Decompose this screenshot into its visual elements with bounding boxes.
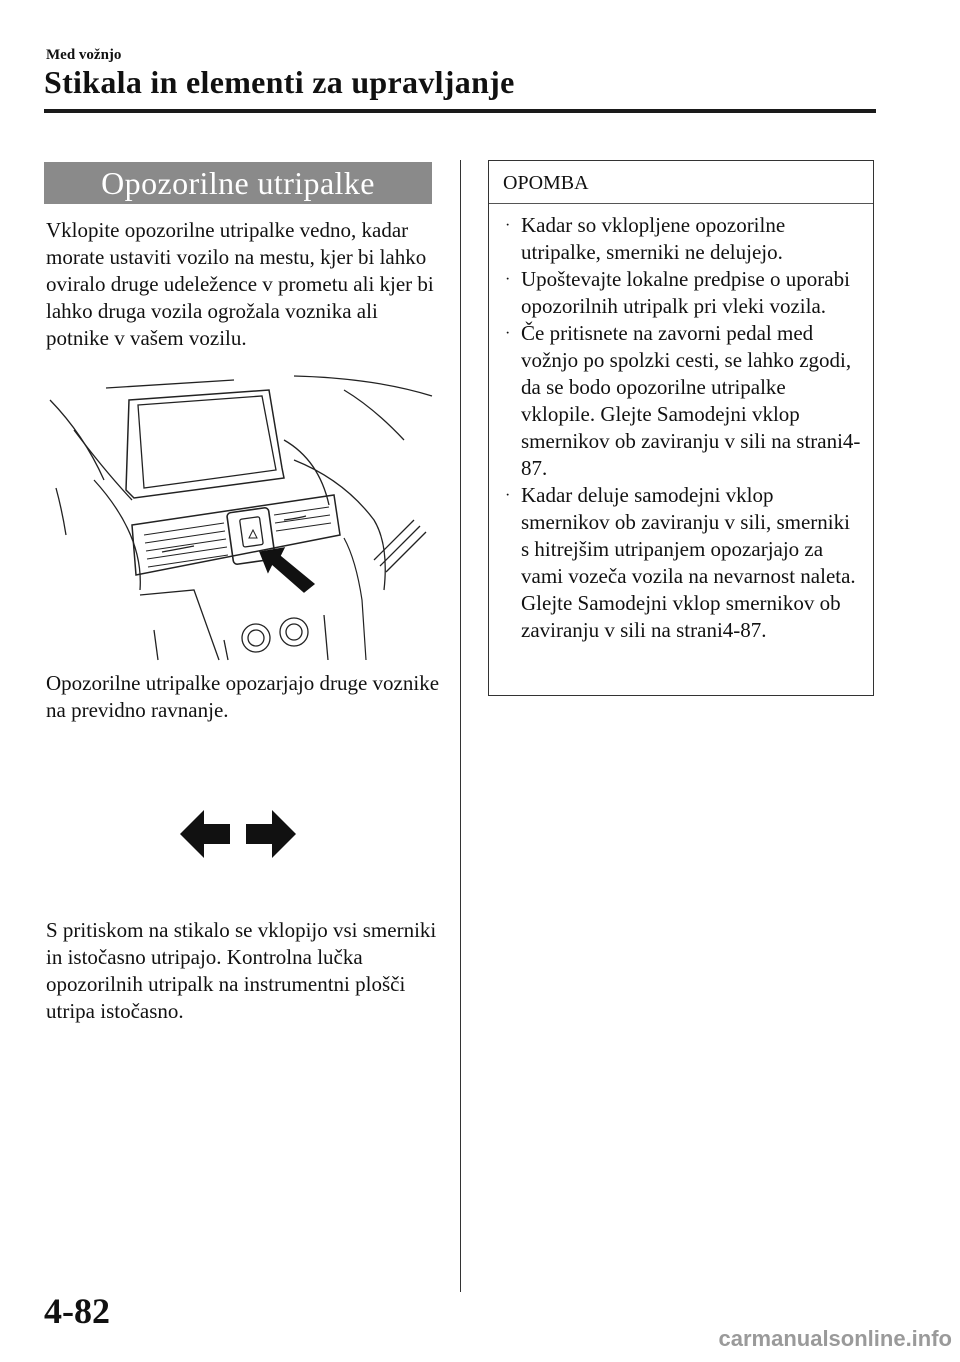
note-item bbox=[503, 482, 863, 644]
bullet-icon: · bbox=[505, 271, 511, 288]
note-item bbox=[503, 212, 863, 266]
page-number: 4-82 bbox=[44, 1291, 110, 1331]
note-heading: OPOMBA bbox=[489, 161, 873, 204]
bullet-icon: · bbox=[505, 487, 511, 504]
section-kicker: Med vožnjo bbox=[46, 47, 122, 63]
dashboard-hazard-switch-illustration bbox=[44, 360, 434, 665]
header-rule bbox=[44, 109, 876, 113]
section-title: Opozorilne utripalke bbox=[44, 162, 432, 204]
note-item-text: Kadar deluje samodejni vklop smernikov ob zaviranju v sili, smerniki s hitrejšim utripanjem opozarjajo za vami vozeča vozila na nevarnost naleta. Glejte Samodejni vklop smernikov ob zaviranju v sili na strani4-87. bbox=[521, 483, 856, 642]
turn-signal-arrows-icon bbox=[180, 810, 296, 858]
bullet-icon: · bbox=[505, 217, 511, 234]
note-box bbox=[488, 160, 874, 696]
bullet-icon: · bbox=[505, 325, 511, 342]
note-item-text: Upoštevajte lokalne predpise o uporabi opozorilnih utripalk pri vleki vozila. bbox=[521, 267, 850, 318]
switch-paragraph: S pritiskom na stikalo se vklopijo vsi smerniki in istočasno utripajo. Kontrolna lučka opozorilnih utripalk na instrumentni plošči utripa istočasno. bbox=[46, 918, 437, 1023]
note-item bbox=[503, 266, 863, 320]
column-divider bbox=[460, 160, 461, 1292]
warning-paragraph: Opozorilne utripalke opozarjajo druge voznike na previdno ravnanje. bbox=[46, 671, 440, 722]
watermark: carmanualsonline.info bbox=[718, 1326, 952, 1351]
note-item bbox=[503, 320, 863, 482]
note-list bbox=[489, 204, 873, 644]
page-title: Stikala in elementi za upravljanje bbox=[44, 64, 515, 100]
intro-paragraph: Vklopite opozorilne utripalke vedno, kadar morate ustaviti vozilo na mestu, kjer bi lahko oviralo druge udeležence v prometu ali kjer bi lahko druga vozila ogrožala voznika ali potnike v vašem vozilu. bbox=[46, 218, 434, 350]
note-item-text: Če pritisnete na zavorni pedal med vožnjo po spolzki cesti, se lahko zgodi, da se bodo opozorilne utripalke vklopile. Glejte Samodejni vklop smernikov ob zaviranju v sili na strani4-87. bbox=[521, 321, 861, 480]
note-item-text: Kadar so vklopljene opozorilne utripalke, smerniki ne delujejo. bbox=[521, 213, 786, 264]
